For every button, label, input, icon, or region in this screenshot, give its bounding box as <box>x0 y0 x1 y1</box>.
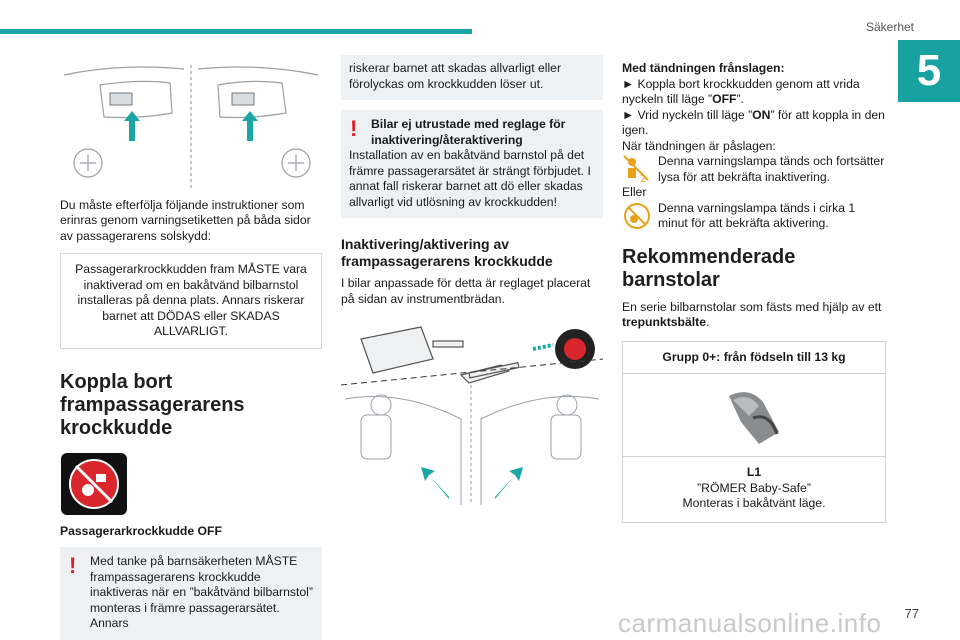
seat-code: L1 <box>746 465 762 479</box>
switch-location-text: I bilar anpassade för detta är reglaget placerat på sidan av instrumentbrädan. <box>341 276 591 306</box>
lamp-row-deactivated <box>622 154 886 185</box>
step-deactivate: ► Koppla bort krockkudden genom att vrida nyckeln till läge ”OFF”. <box>622 76 860 106</box>
lamp-row-activated <box>622 201 886 232</box>
column-1 <box>60 55 322 640</box>
warning2-text: Installation av en bakåtvänd barnstol på det främre passagerarsätet är strängt förbjudet. I annat fall riskerar barnet att dö eller skadas allvarligt vid utlösning av krockkudden! <box>349 148 591 209</box>
lamp1-text: Denna varningslampa tänds och fortsätter lysa för att bekräfta inaktivering. <box>658 154 885 184</box>
warning-text: Med tanke på barnsäkerheten MÅSTE frampassagerarens krockkudde inaktiveras när en ”bakåtvänd bilbarnstol” monteras i främre passagerarsätet. Annars <box>90 554 313 630</box>
or-text: Eller <box>622 185 647 199</box>
warning-icon: ! <box>69 553 77 578</box>
ignition-off-title: Med tändningen frånslagen: <box>622 61 785 75</box>
child-seat-table <box>622 341 886 523</box>
warning-box-continued <box>341 55 603 100</box>
warning-box-2 <box>341 110 603 218</box>
table-caption <box>623 457 885 522</box>
heading-recommended-seats: Rekommenderade barnstolar <box>622 245 796 291</box>
column-3 <box>622 55 886 523</box>
intro-text: Du måste efterfölja följande instruktioner som erinras genom varningsetiketten på båda sidor av passagerarens solskydd: <box>60 197 311 243</box>
watermark: carmanualsonline.info <box>618 608 882 638</box>
warning-box <box>60 547 322 640</box>
column-2 <box>341 55 603 505</box>
airbag-deactivated-warning-lamp-icon <box>622 154 652 184</box>
page-number: 77 <box>904 606 919 621</box>
header-accent-bar <box>0 29 472 34</box>
baby-seat-icon <box>719 382 789 448</box>
seats-intro: En serie bilbarnstolar som fästs med hjälp av ett trepunktsbälte. <box>622 299 882 329</box>
heading-deactivation-activation: Inaktivering/aktivering av frampassagerarens krockkudde <box>341 236 553 269</box>
airbag-off-label: Passagerarkrockkudde OFF <box>60 523 222 538</box>
lamp2-text: Denna varningslampa tänds i cirka 1 minut för att bekräfta aktivering. <box>658 200 856 230</box>
table-header: Grupp 0+: från födseln till 13 kg <box>623 342 885 375</box>
seat-name: ”RÖMER Baby-Safe” <box>697 480 811 495</box>
step-activate: ► Vrid nyckeln till läge ”ON” för att koppla in den igen. <box>622 107 885 137</box>
sun-visor-label-illustration <box>60 55 322 189</box>
table-image-cell <box>623 374 885 457</box>
key-switch-illustration <box>341 319 603 505</box>
svg-text:2: 2 <box>640 174 647 184</box>
warning-label-text: Passagerarkrockkudden fram MÅSTE vara inaktiverad om en bakåtvänd bilbarnstol installeras på denna plats. Annars riskerar barnet att DÖDAS eller SKADAS ALLVARLIGT. <box>60 253 322 349</box>
airbag-off-icon <box>60 452 128 516</box>
ignition-on-text: När tändningen är påslagen: <box>622 138 776 153</box>
warning-icon: ! <box>350 116 358 141</box>
seat-note: Monteras i bakåtvänt läge. <box>682 496 826 510</box>
chapter-tab: 5 <box>898 40 960 102</box>
warning2-title: Bilar ej utrustade med reglage för inaktivering/återaktivering <box>371 117 566 147</box>
section-title: Säkerhet <box>865 20 914 34</box>
warning-text-continued: riskerar barnet att skadas allvarligt eller förolyckas om krockkudden löser ut. <box>349 61 562 91</box>
airbag-activated-warning-lamp-icon <box>622 201 652 231</box>
heading-deactivate-airbag: Koppla bort frampassagerarens krockkudde <box>60 370 245 439</box>
